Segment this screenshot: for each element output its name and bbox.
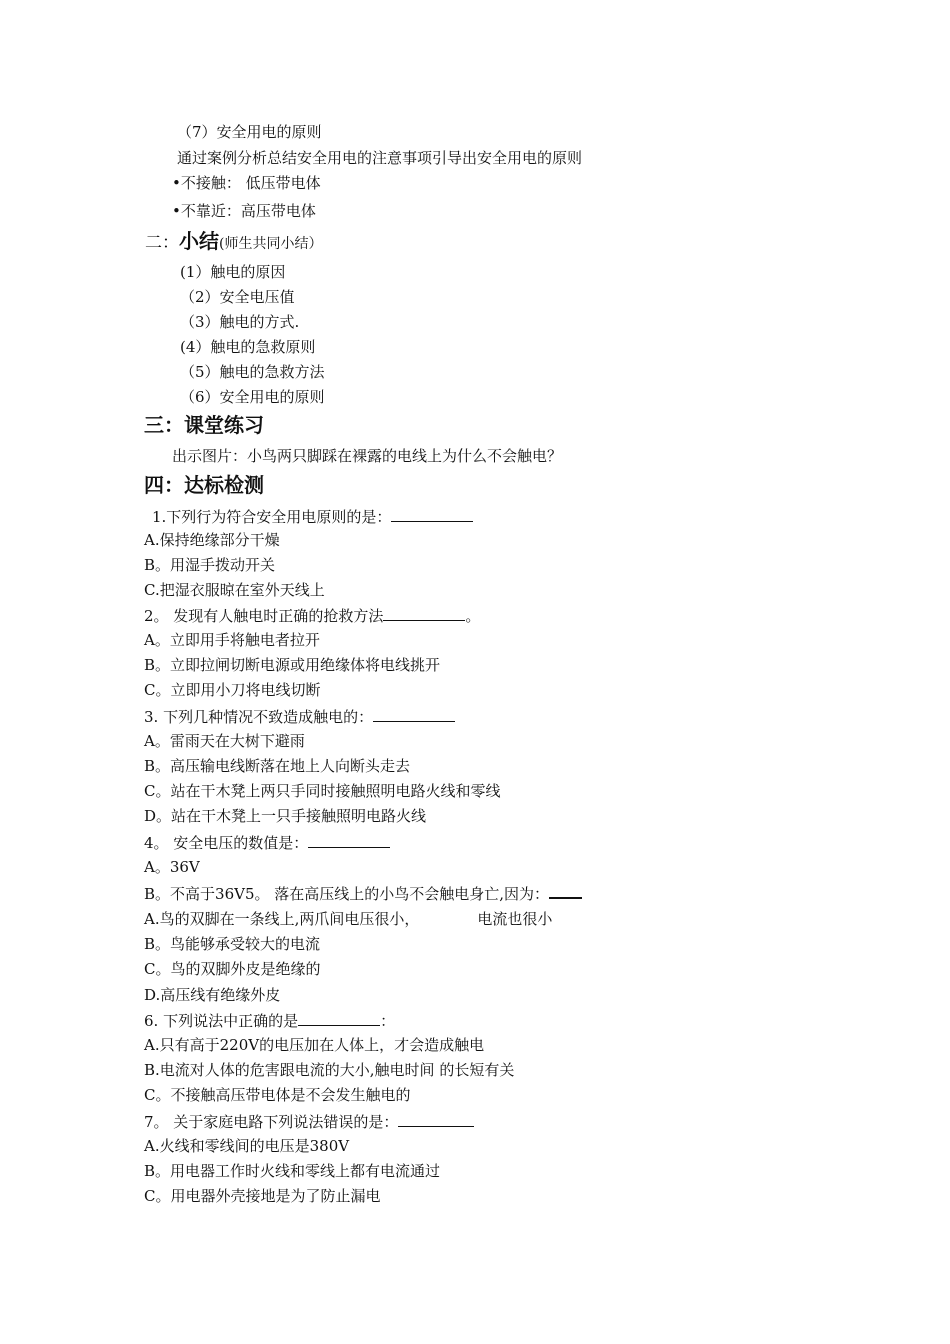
question-5-option-d: D.高压线有绝缘外皮 (144, 986, 281, 1004)
question-3-text: 3. 下列几种情况不致造成触电的： (144, 708, 374, 726)
question-2-option-a: A。立即用手将触电者拉开 (144, 631, 320, 649)
answer-blank (308, 832, 390, 848)
summary-prefix: 二： (145, 233, 179, 253)
question-2-option-b: B。立即拉闸切断电源或用绝缘体将电线挑开 (144, 656, 441, 674)
question-6-option-b: B.电流对人体的危害跟电流的大小,触电时间 的长短有关 (144, 1061, 515, 1079)
answer-blank (391, 506, 473, 522)
question-7-text: 7。 关于家庭电路下列说法错误的是： (144, 1113, 399, 1131)
question-2-tail: 。 (465, 607, 481, 625)
principle-bullet-1: •不接触： 低压带电体 (172, 174, 321, 192)
question-7-stem (144, 1111, 474, 1132)
summary-note: (师生共同小结） (219, 236, 323, 252)
question-4-stem (144, 832, 390, 853)
question-3-option-a: A。雷雨天在大树下避雨 (144, 732, 305, 750)
summary-item: （6）安全用电的原则 (180, 388, 325, 406)
question-1-option-b: B。用湿手拨动开关 (144, 556, 276, 574)
question-6-text: 6. 下列说法中正确的是 (144, 1012, 299, 1030)
answer-blank (398, 1111, 474, 1127)
question-2-stem (144, 605, 480, 626)
principle-desc: 通过案例分析总结安全用电的注意事项引导出安全用电的原则 (177, 149, 583, 167)
answer-blank (549, 882, 582, 899)
summary-item: （3）触电的方式. (180, 313, 300, 331)
question-7-option-a: A.火线和零线间的电压是380V (144, 1137, 350, 1155)
question-6-option-a: A.只有高于220V的电压加在人体上，才会造成触电 (144, 1036, 485, 1054)
summary-heading (145, 228, 322, 258)
question-1-option-c: C.把湿衣服晾在室外天线上 (144, 581, 325, 599)
question-6-tail: ： (380, 1012, 396, 1030)
principle-bullet-2: •不靠近：高压带电体 (172, 202, 316, 220)
summary-item: （2）安全电压值 (180, 288, 295, 306)
question-7-option-b: B。用电器工作时火线和零线上都有电流通过 (144, 1162, 441, 1180)
question-5-stem: B。不高于36V5。 落在高压线上的小鸟不会触电身亡,因为： (144, 885, 550, 903)
question-4-text: 4。 安全电压的数值是： (144, 834, 309, 852)
question-1-option-a: A.保持绝缘部分干燥 (144, 531, 280, 549)
answer-blank (298, 1010, 380, 1026)
question-4-option-b-question-5 (144, 882, 582, 904)
question-5-option-a-part2: 电流也很小 (477, 910, 553, 928)
summary-item: (1）触电的原因 (180, 263, 286, 281)
question-5-option-a-part1: A.鸟的双脚在一条线上,两爪间电压很小， (144, 910, 420, 928)
practice-text: 出示图片：小鸟两只脚踩在裸露的电线上为什么不会触电？ (172, 447, 563, 465)
question-3-option-c: C。站在干木凳上两只手同时接触照明电路火线和零线 (144, 782, 501, 800)
summary-item: (4）触电的急救原则 (180, 338, 316, 356)
answer-blank (373, 706, 455, 722)
question-3-option-b: B。高压输电线断落在地上人向断头走去 (144, 757, 411, 775)
question-5-option-a (144, 909, 552, 929)
question-3-option-d: D。站在干木凳上一只手接触照明电路火线 (144, 807, 427, 825)
answer-blank (383, 605, 465, 621)
principle-title: （7）安全用电的原则 (177, 123, 322, 141)
question-5-option-c: C。鸟的双脚外皮是绝缘的 (144, 960, 321, 978)
question-2-text: 2。 发现有人触电时正确的抢救方法 (144, 607, 384, 625)
test-heading: 四：达标检测 (144, 473, 264, 497)
practice-heading: 三：课堂练习 (144, 413, 264, 437)
question-3-stem (144, 706, 455, 727)
question-1-text: 1.下列行为符合安全用电原则的是： (152, 508, 392, 526)
question-1-stem (152, 506, 473, 527)
question-4-option-a: A。36V (144, 858, 200, 876)
question-2-option-c: C。立即用小刀将电线切断 (144, 681, 321, 699)
question-6-option-c: C。不接触高压带电体是不会发生触电的 (144, 1086, 411, 1104)
summary-item: （5）触电的急救方法 (180, 363, 325, 381)
question-6-stem (144, 1010, 395, 1031)
question-7-option-c: C。用电器外壳接地是为了防止漏电 (144, 1187, 381, 1205)
question-5-option-b: B。鸟能够承受较大的电流 (144, 935, 321, 953)
summary-title: 小结 (179, 229, 219, 253)
